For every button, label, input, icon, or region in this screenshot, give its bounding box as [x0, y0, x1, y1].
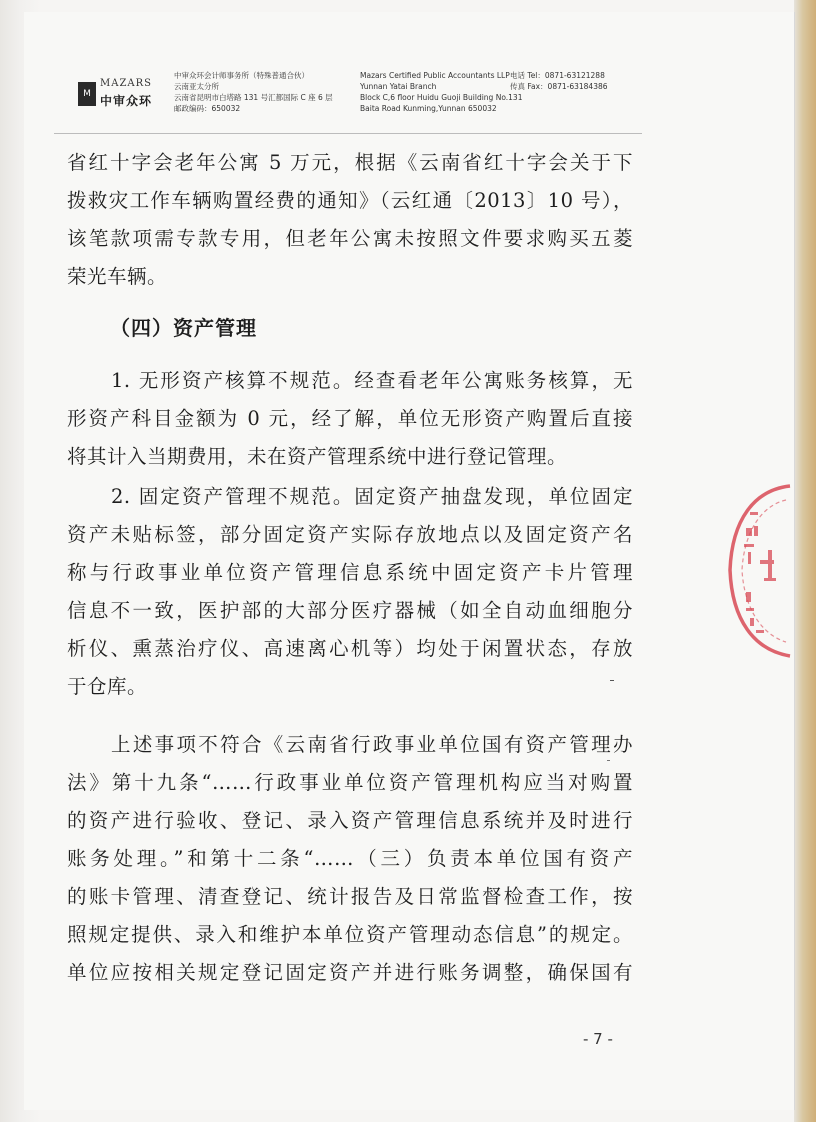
text-line: 的账卡管理、清查登记、统计报告及日常监督检查工作，按 — [67, 885, 633, 908]
text-line: 单位应按相关规定登记固定资产并进行账务调整，确保国有 — [67, 961, 633, 984]
text-line: 称与行政事业单位资产管理信息系统中固定资产卡片管理 — [67, 561, 633, 584]
paragraph-vehicle-funds — [67, 144, 633, 296]
header-divider — [54, 133, 642, 134]
logo-mark: M — [78, 82, 96, 106]
text-line: 荣光车辆。 — [67, 265, 168, 288]
address-line: Block C,6 floor Huidu Guoji Building No.131 — [360, 93, 523, 102]
letterhead — [78, 66, 638, 124]
paragraph-regulation-reference — [67, 726, 633, 992]
text-line: 的资产进行验收、登记、录入资产管理信息系统并及时进行 — [67, 809, 633, 832]
text-line: 拨救灾工作车辆购置经费的通知》（云红通〔2013〕10 号）， — [67, 189, 633, 212]
logo-text-en: MAZARS — [100, 78, 153, 89]
fax-line: 传真 Fax：0871-63184386 — [510, 82, 608, 91]
address-line: Baita Road Kunming,Yunnan 650032 — [360, 104, 497, 113]
text-line: 上述事项不符合《云南省行政事业单位国有资产管理办 — [111, 733, 633, 756]
text-line: 形资产科目金额为 0 元，经了解，单位无形资产购置后直接 — [67, 407, 633, 430]
scan-mark — [607, 760, 610, 761]
address-line: Mazars Certified Public Accountants LLP — [360, 71, 510, 80]
address-line: Yunnan Yatai Branch — [360, 82, 437, 91]
text-line: 省红十字会老年公寓 5 万元，根据《云南省红十字会关于下 — [67, 151, 633, 174]
address-line: 邮政编码：650032 — [174, 104, 241, 113]
logo-text-cn: 中审众环 — [100, 94, 153, 108]
firm-contact — [510, 70, 608, 92]
text-line: 信息不一致，医护部的大部分医疗器械（如全自动血细胞分 — [67, 599, 633, 622]
text-line: 账务处理。”和第十二条“……（三）负责本单位国有资产 — [67, 847, 633, 870]
section-heading: （四）资产管理 — [110, 316, 257, 340]
scan-mark — [610, 680, 614, 681]
text-line: 该笔款项需专款专用，但老年公寓未按照文件要求购买五菱 — [67, 227, 633, 250]
address-line: 云南亚太分所 — [174, 82, 219, 91]
firm-address-en — [360, 70, 522, 114]
red-seal-stamp — [724, 480, 794, 660]
scanner-edge-strip — [794, 0, 816, 1122]
text-line: 照规定提供、录入和维护本单位资产管理动态信息”的规定。 — [67, 923, 633, 946]
text-line: 2. 固定资产管理不规范。固定资产抽盘发现，单位固定 — [111, 485, 633, 508]
address-line: 中审众环会计师事务所（特殊普通合伙） — [174, 71, 309, 80]
firm-address-cn — [174, 70, 333, 114]
paragraph-fixed-assets — [67, 478, 633, 706]
text-line: 将其计入当期费用，未在资产管理系统中进行登记管理。 — [67, 445, 568, 468]
text-line: 于仓库。 — [67, 675, 148, 698]
text-line: 资产未贴标签，部分固定资产实际存放地点以及固定资产名 — [67, 523, 633, 546]
paragraph-intangible-assets — [67, 362, 633, 476]
page-number: - 7 - — [583, 1030, 613, 1048]
text-line: 1. 无形资产核算不规范。经查看老年公寓账务核算，无 — [111, 369, 633, 392]
firm-logo — [78, 76, 170, 110]
text-line: 法》第十九条“……行政事业单位资产管理机构应当对购置 — [67, 771, 633, 794]
phone-line: 电话 Tel：0871-63121288 — [510, 71, 605, 80]
text-line: 析仪、熏蒸治疗仪、高速离心机等）均处于闲置状态，存放 — [67, 637, 633, 660]
address-line: 云南省昆明市白塔路 131 号汇都国际 C 座 6 层 — [174, 93, 333, 102]
